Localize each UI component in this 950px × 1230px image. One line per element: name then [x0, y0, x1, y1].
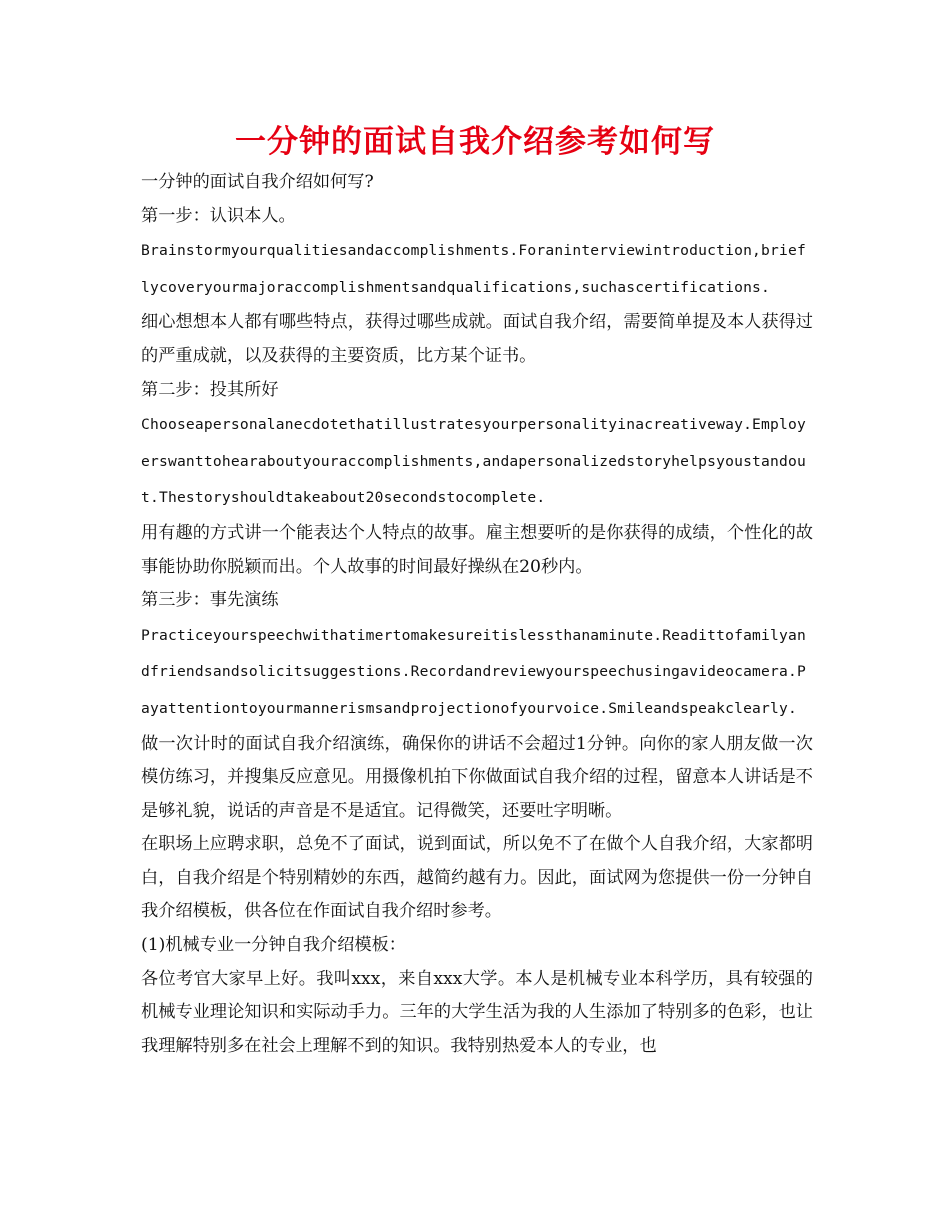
paragraph: 用有趣的方式讲一个能表达个人特点的故事。雇主想要听的是你获得的成绩，个性化的故事能协助你脱颖而出。个人故事的时间最好操纵在20秒内。 [141, 522, 813, 577]
paragraph: 一分钟的面试自我介绍如何写? [141, 172, 374, 192]
paragraph: 细心想想本人都有哪些特点，获得过哪些成就。面试自我介绍，需要简单提及本人获得过的严重成就，以及获得的主要资质，比方某个证书。 [141, 312, 813, 366]
english-paragraph: Chooseapersonalanecdotethatillustratesyourpersonalityinacreativeway.Employerswanttohearaboutyouraccomplishments,andapersonalizedstoryhelpsyoustandout.Thestoryshouldtakeabout20secondstocomplete. [141, 416, 806, 507]
paragraph: 各位考官大家早上好。我叫xxx，来自xxx大学。本人是机械专业本科学历，具有较强的机械专业理论知识和实际动手力。三年的大学生活为我的人生添加了特别多的色彩，也让我理解特别多在社会上理解不到的知识。我特别热爱本人的专业，也 [141, 968, 813, 1056]
step-heading: 第二步：投其所好 [141, 379, 279, 400]
paragraph: 在职场上应聘求职，总免不了面试，说到面试，所以免不了在做个人自我介绍，大家都明白，自我介绍是个特别精妙的东西，越简约越有力。因此，面试网为您提供一份一分钟自我介绍模板，供各位在作面试自我介绍时参考。 [141, 834, 813, 922]
english-paragraph: Practiceyourspeechwithatimertomakesureitislessthanaminute.Readittofamilyandfriendsandsolicitsuggestions.Recordandreviewyourspeechusingavideocamera.Payattentiontoyourmannerismsandprojectionofyourvoice.Smileandspeakclearly. [141, 626, 806, 717]
english-paragraph: Brainstormyourqualitiesandaccomplishments.Foraninterviewintroduction,brieflycoveryourmajoraccomplishmentsandqualifications,suchascertifications. [141, 242, 806, 296]
step-heading: 第三步：事先演练 [141, 590, 279, 611]
section-heading: (1)机械专业一分钟自我介绍模板： [141, 935, 406, 956]
paragraph: 做一次计时的面试自我介绍演练，确保你的讲话不会超过1分钟。向你的家人朋友做一次模仿练习，并搜集反应意见。用摄像机拍下你做面试自我介绍的过程，留意本人讲话是不是够礼貌，说话的声音是不是适宜。记得微笑，还要吐字明晰。 [141, 733, 813, 821]
document-title: 一分钟的面试自我介绍参考如何写 [235, 124, 715, 160]
step-heading: 第一步：认识本人。 [141, 205, 296, 226]
document-body [141, 166, 813, 1063]
